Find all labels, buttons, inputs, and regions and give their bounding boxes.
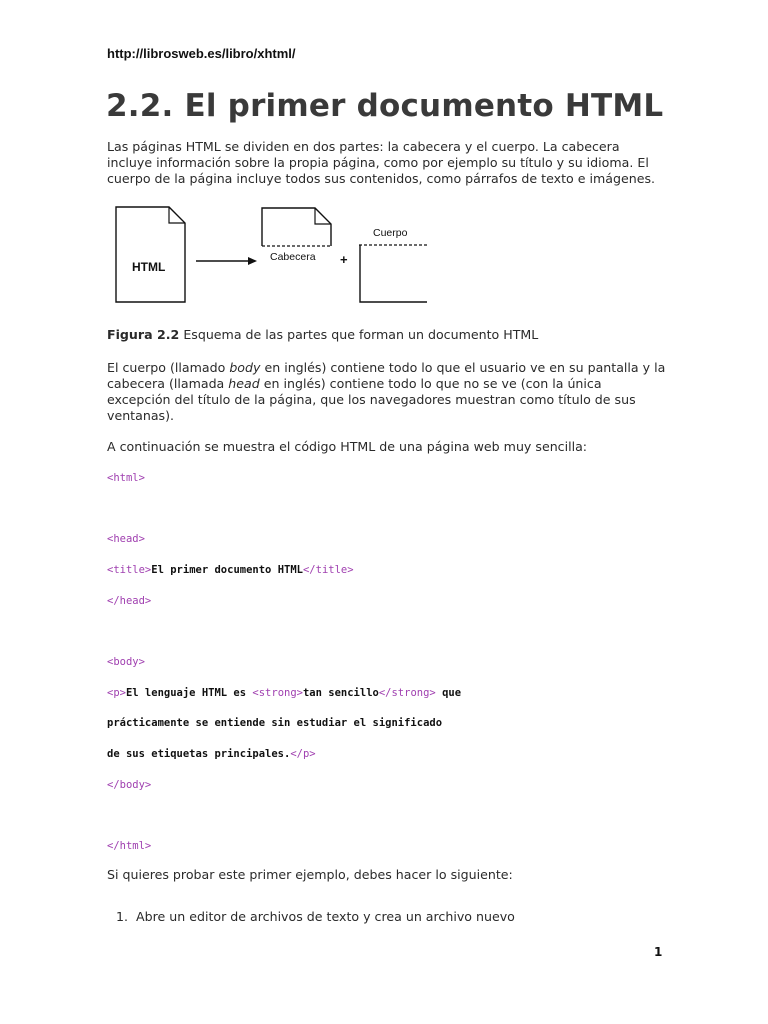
list-item (116, 909, 515, 924)
figure-caption (107, 327, 538, 342)
head-term: head (228, 376, 260, 391)
body-head-paragraph: El cuerpo (llamado body en inglés) contiene todo lo que el usuario ve en su pantalla y la cabecera (llamada head en inglés) contiene todo lo que no se ve (con la única excepción del título de la página, que los navegadores muestran como título de sus ventanas). (107, 360, 666, 423)
cabecera-label: Cabecera (270, 251, 316, 263)
list-item-number: 1. (116, 909, 129, 924)
code-intro-paragraph: A continuación se muestra el código HTML de una página web muy sencilla: (107, 439, 588, 454)
html-label: HTML (132, 260, 166, 274)
code-line: </body> (107, 779, 152, 791)
cuerpo-label: Cuerpo (373, 227, 408, 239)
cuerpo-document-icon (360, 245, 427, 302)
arrow-head-icon (248, 257, 257, 265)
document-parts-diagram (107, 202, 427, 308)
section-title: 2.2. El primer documento HTML (106, 88, 664, 124)
code-line: </html> (107, 840, 152, 852)
plus-sign: + (340, 252, 348, 267)
figure-caption-text: Esquema de las partes que forman un documento HTML (179, 327, 539, 342)
code-line: <html> (107, 472, 145, 484)
code-line: prácticamente se entiende sin estudiar el significado (107, 717, 443, 729)
body-term: body (229, 360, 261, 375)
source-url: http://librosweb.es/libro/xhtml/ (107, 46, 296, 61)
instructions-paragraph: Si quieres probar este primer ejemplo, debes hacer lo siguiente: (107, 867, 513, 882)
code-line: </head> (107, 595, 152, 607)
code-line: <head> (107, 533, 145, 545)
figure-caption-label: Figura 2.2 (107, 327, 180, 342)
code-line: <title>El primer documento HTML</title> (107, 564, 354, 576)
cabecera-document-icon (262, 208, 331, 246)
code-line: de sus etiquetas principales.</p> (107, 748, 316, 760)
code-line: <body> (107, 656, 145, 668)
list-item-text: Abre un editor de archivos de texto y crea un archivo nuevo (136, 909, 515, 924)
code-line: <p>El lenguaje HTML es <strong>tan sencillo</strong> que (107, 687, 462, 699)
page-number: 1 (654, 945, 663, 959)
html-document-icon (116, 207, 185, 302)
intro-paragraph: Las páginas HTML se dividen en dos partes: la cabecera y el cuerpo. La cabecera incluye información sobre la propia página, como por ejemplo su título y su idioma. El cuerpo de la página incluye todos sus contenidos, como párrafos de texto e imágenes. (107, 139, 656, 186)
